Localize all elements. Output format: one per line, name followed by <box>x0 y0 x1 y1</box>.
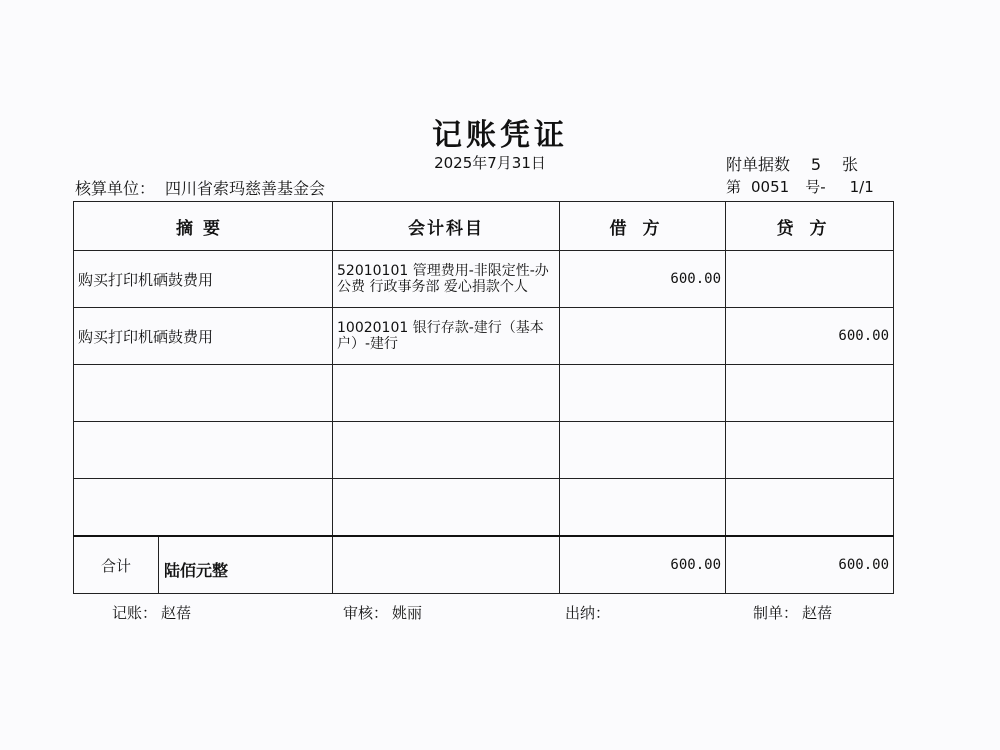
row-account: 10020101 银行存款-建行（基本户）-建行 <box>333 308 560 365</box>
reviewer <box>343 602 422 623</box>
header-account: 会计科目 <box>333 202 560 251</box>
attachment-label: 附单据数 <box>726 155 791 174</box>
attachment-unit: 张 <box>842 155 859 174</box>
total-spacer <box>333 536 560 594</box>
row-account: 52010101 管理费用-非限定性-办公费 行政事务部 爱心捐款个人 <box>333 251 560 308</box>
voucher-date: 2025年7月31日 <box>434 154 546 172</box>
accounting-unit-value: 四川省索玛慈善基金会 <box>165 179 326 198</box>
row-summary <box>74 422 333 479</box>
cashier-label: 出纳： <box>565 604 611 622</box>
accounting-unit <box>75 176 325 199</box>
table-header-row <box>74 202 894 251</box>
bookkeeper <box>112 602 191 623</box>
total-debit: 600.00 <box>560 536 726 594</box>
row-debit <box>560 422 726 479</box>
table-row <box>74 479 894 537</box>
voucher-number-value: 0051 <box>751 178 790 196</box>
row-summary <box>74 479 333 537</box>
header-debit: 借方 <box>560 202 726 251</box>
row-debit <box>560 365 726 422</box>
attachment-number: 5 <box>810 155 822 174</box>
header-summary: 摘要 <box>74 202 333 251</box>
preparer <box>753 602 832 623</box>
table-row <box>74 251 894 308</box>
voucher-suffix: 号- <box>805 178 826 196</box>
row-debit <box>560 308 726 365</box>
cashier <box>565 602 614 623</box>
voucher-title: 记账凭证 <box>432 118 568 153</box>
preparer-label: 制单： <box>753 604 799 622</box>
total-label: 合计 <box>74 537 159 593</box>
row-credit <box>726 365 894 422</box>
row-debit: 600.00 <box>560 251 726 308</box>
header-credit: 贷方 <box>726 202 894 251</box>
reviewer-name: 姚丽 <box>392 604 423 622</box>
total-credit: 600.00 <box>726 536 894 594</box>
bookkeeper-label: 记账： <box>112 604 158 622</box>
row-summary <box>74 365 333 422</box>
voucher-prefix: 第 <box>726 178 742 196</box>
reviewer-label: 审核： <box>343 604 389 622</box>
row-account <box>333 422 560 479</box>
row-account <box>333 479 560 537</box>
preparer-name: 赵蓓 <box>802 604 833 622</box>
table-row <box>74 422 894 479</box>
row-credit <box>726 251 894 308</box>
row-account <box>333 365 560 422</box>
table-row <box>74 365 894 422</box>
amount-in-words: 陆佰元整 <box>164 558 232 581</box>
voucher-table <box>73 201 894 594</box>
bookkeeper-name: 赵蓓 <box>161 604 192 622</box>
attachment-count <box>726 152 858 175</box>
row-credit <box>726 479 894 537</box>
row-summary: 购买打印机硒鼓费用 <box>74 251 333 308</box>
row-summary: 购买打印机硒鼓费用 <box>74 308 333 365</box>
row-debit <box>560 479 726 537</box>
accounting-unit-label: 核算单位： <box>75 179 156 198</box>
row-credit: 600.00 <box>726 308 894 365</box>
row-credit <box>726 422 894 479</box>
voucher-number <box>726 176 874 197</box>
voucher-page-count: 1/1 <box>849 178 874 196</box>
table-row <box>74 308 894 365</box>
